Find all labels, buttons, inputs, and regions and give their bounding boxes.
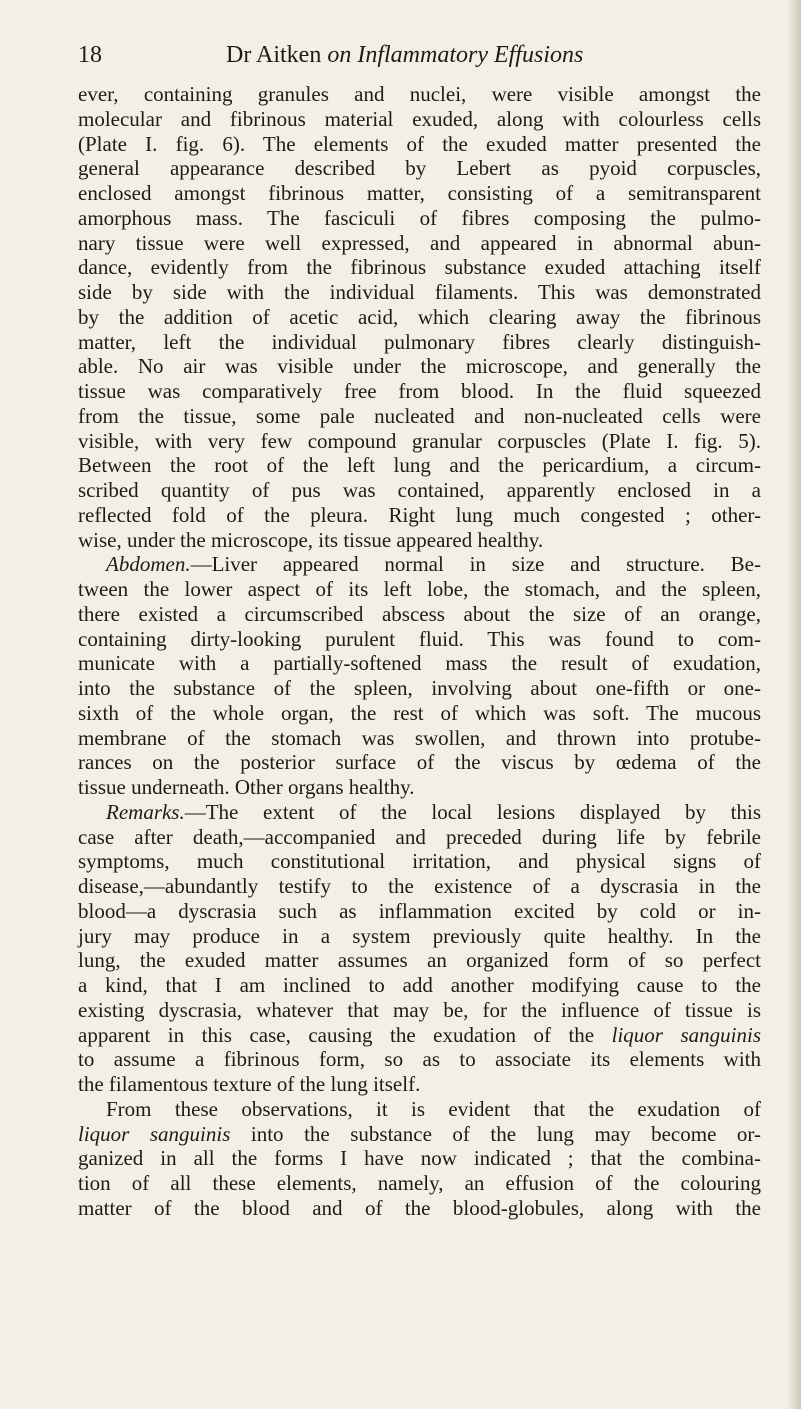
text-line xyxy=(78,849,761,874)
text-line xyxy=(78,503,761,528)
line-text: matter of the blood and of the blood-globules, along with the xyxy=(78,1195,761,1220)
text-line xyxy=(78,132,761,157)
line-text: matter, left the individual pulmonary fibres clearly distinguish- xyxy=(78,329,761,354)
text-line xyxy=(78,528,761,553)
line-text: from the tissue, some pale nucleated and non-nucleated cells were xyxy=(78,403,761,428)
body-text xyxy=(78,82,761,1221)
line-text: —The extent of the local lesions displayed by this xyxy=(184,799,761,824)
line-text: —Liver appeared normal in size and structure. Be- xyxy=(190,552,761,577)
line-text: apparent in this case, causing the exudation of the xyxy=(78,1022,612,1047)
line-text: jury may produce in a system previously quite healthy. In the xyxy=(78,923,761,948)
line-text: case after death,—accompanied and preceded during life by febrile xyxy=(78,824,761,849)
line-text: Between the root of the left lung and the pericardium, a circum- xyxy=(78,453,761,478)
text-line xyxy=(78,107,761,132)
text-line xyxy=(78,1146,761,1171)
line-text: tion of all these elements, namely, an effusion of the colouring xyxy=(78,1171,761,1195)
text-line xyxy=(78,379,761,404)
text-line xyxy=(78,453,761,478)
text-line xyxy=(78,82,761,107)
line-text: blood—a dyscrasia such as inflammation excited by cold or in- xyxy=(78,898,761,923)
text-line xyxy=(78,726,761,751)
text-line xyxy=(78,651,761,676)
line-text: ganized in all the forms I have now indicated ; that the combina- xyxy=(78,1146,761,1171)
text-line xyxy=(78,1072,761,1097)
line-text: rances on the posterior surface of the viscus by œdema of the xyxy=(78,750,761,775)
line-text: to assume a fibrinous form, so as to associate its elements with xyxy=(78,1047,761,1072)
text-line xyxy=(78,552,761,577)
italic-phrase: liquor sanguinis xyxy=(611,1022,761,1047)
line-text: disease,—abundantly testify to the existence of a dyscrasia in the xyxy=(78,874,761,898)
text-line xyxy=(78,800,761,825)
text-line xyxy=(78,948,761,973)
text-line xyxy=(78,330,761,355)
text-line xyxy=(78,255,761,280)
running-header xyxy=(78,38,728,72)
page-edge-shadow xyxy=(787,0,801,1409)
text-line xyxy=(78,825,761,850)
page-number: 18 xyxy=(78,42,102,68)
text-line xyxy=(78,899,761,924)
text-line xyxy=(78,1196,761,1221)
text-line xyxy=(78,775,761,800)
author-name: Dr Aitken xyxy=(226,42,322,68)
italic-phrase: Remarks. xyxy=(106,799,185,824)
line-text: into the substance of the lung may become or- xyxy=(230,1121,761,1146)
text-line xyxy=(78,231,761,256)
line-text: reflected fold of the pleura. Right lung much congested ; other- xyxy=(78,502,761,527)
text-line xyxy=(78,305,761,330)
text-line xyxy=(78,924,761,949)
line-text: side by side with the individual filaments. This was demonstrated xyxy=(78,280,761,304)
line-text: sixth of the whole organ, the rest of which was soft. The mucous xyxy=(78,700,761,725)
line-text: ever, containing granules and nuclei, were visible amongst the xyxy=(78,82,761,106)
line-text: tissue underneath. Other organs healthy. xyxy=(78,775,415,799)
line-text: tween the lower aspect of its left lobe, the stomach, and the spleen, xyxy=(78,577,761,601)
text-line xyxy=(78,1171,761,1196)
text-line xyxy=(78,280,761,305)
line-text: able. No air was visible under the microscope, and generally the xyxy=(78,354,761,379)
line-text: molecular and fibrinous material exuded, along with colourless cells xyxy=(78,106,761,131)
text-line xyxy=(78,577,761,602)
line-text: dance, evidently from the fibrinous substance exuded attaching itself xyxy=(78,255,761,280)
line-text: there existed a circumscribed abscess about the size of an orange, xyxy=(78,601,761,626)
text-line xyxy=(78,1097,761,1122)
text-line xyxy=(78,354,761,379)
text-line xyxy=(78,701,761,726)
line-text: existing dyscrasia, whatever that may be, for the influence of tissue is xyxy=(78,997,761,1022)
text-line xyxy=(78,602,761,627)
title-italic: Inflammatory Effusions xyxy=(357,42,584,68)
line-text: enclosed amongst fibrinous matter, consisting of a semitransparent xyxy=(78,181,761,205)
line-text: municate with a partially-softened mass the result of exudation, xyxy=(78,651,761,676)
italic-phrase: Abdomen. xyxy=(106,552,191,577)
text-line xyxy=(78,1047,761,1072)
line-text: From these observations, it is evident that the exudation of xyxy=(106,1096,761,1121)
text-line xyxy=(78,973,761,998)
line-text: into the substance of the spleen, involving about one-fifth or one- xyxy=(78,676,761,700)
line-text: the filamentous texture of the lung itself. xyxy=(78,1072,421,1096)
text-line xyxy=(78,156,761,181)
line-text: containing dirty-looking purulent fluid. This was found to com- xyxy=(78,626,761,651)
italic-phrase: liquor sanguinis xyxy=(78,1121,231,1146)
text-line xyxy=(78,750,761,775)
text-line xyxy=(78,206,761,231)
line-text: amorphous mass. The fasciculi of fibres composing the pulmo- xyxy=(78,205,761,230)
text-line xyxy=(78,627,761,652)
line-text: symptoms, much constitutional irritation, and physical signs of xyxy=(78,849,761,874)
line-text: (Plate I. fig. 6). The elements of the exuded matter presented the xyxy=(78,131,761,156)
text-line xyxy=(78,181,761,206)
line-text: membrane of the stomach was swollen, and thrown into protube- xyxy=(78,725,761,750)
text-line xyxy=(78,998,761,1023)
text-line xyxy=(78,1122,761,1147)
text-line xyxy=(78,874,761,899)
line-text: visible, with very few compound granular corpuscles (Plate I. fig. 5). xyxy=(78,428,761,453)
line-text: by the addition of acetic acid, which clearing away the fibrinous xyxy=(78,304,761,329)
text-line xyxy=(78,404,761,429)
line-text: scribed quantity of pus was contained, apparently enclosed in a xyxy=(78,478,761,502)
text-line xyxy=(78,1023,761,1048)
line-text: tissue was comparatively free from blood. In the fluid squeezed xyxy=(78,379,761,403)
text-line xyxy=(78,676,761,701)
line-text: wise, under the microscope, its tissue appeared healthy. xyxy=(78,527,544,552)
text-line xyxy=(78,429,761,454)
line-text: a kind, that I am inclined to add another modifying cause to the xyxy=(78,973,761,997)
line-text: nary tissue were well expressed, and appeared in abnormal abun- xyxy=(78,230,761,255)
line-text: general appearance described by Lebert as pyoid corpuscles, xyxy=(78,156,761,181)
running-title xyxy=(226,38,583,72)
text-line xyxy=(78,478,761,503)
title-preposition: on xyxy=(327,42,352,68)
line-text: lung, the exuded matter assumes an organized form of so perfect xyxy=(78,948,761,973)
